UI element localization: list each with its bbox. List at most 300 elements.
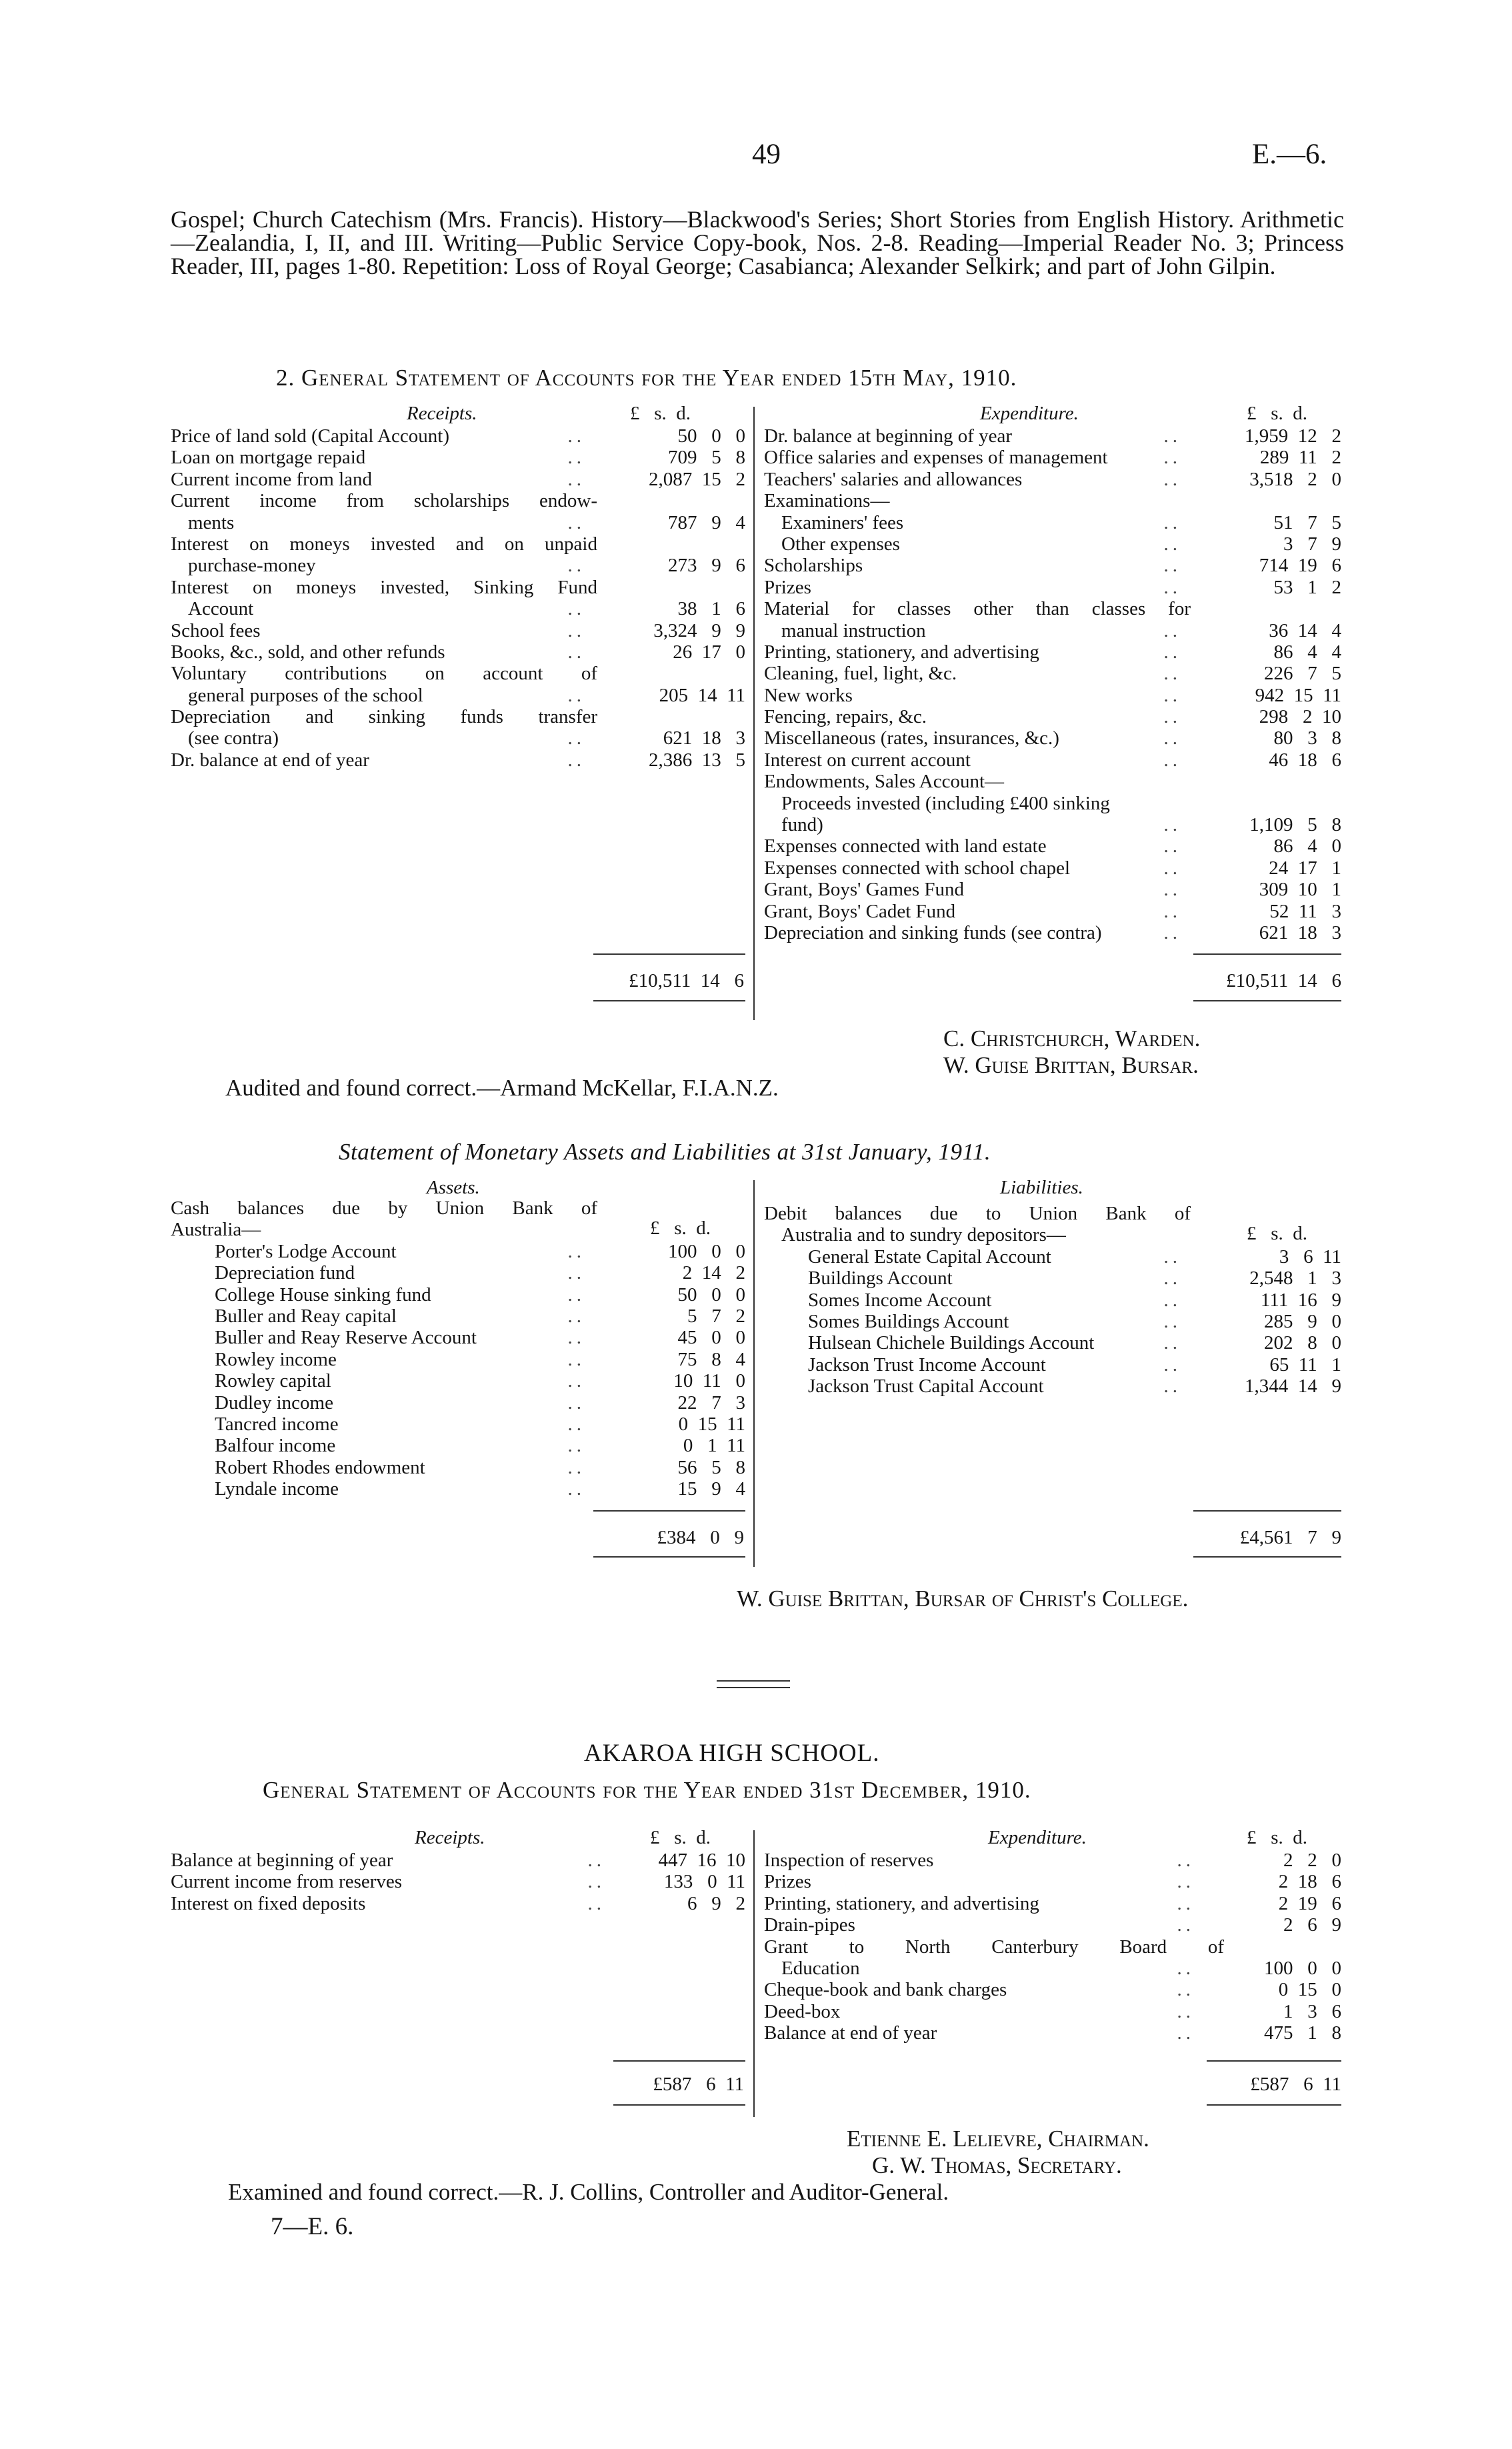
receipt-row xyxy=(171,1893,745,1914)
expenditure-row xyxy=(764,1936,1341,1958)
leader-dots: .. xyxy=(587,1850,605,1871)
leader-dots: .. xyxy=(1177,1957,1195,1979)
expenditure-row xyxy=(764,857,1341,879)
liability-row xyxy=(764,1224,1341,1246)
row-label: Grant, Boys' Cadet Fund xyxy=(764,900,956,922)
bursar-signature: W. Guise Brittan, Bursar. xyxy=(943,1052,1199,1078)
row-label: Grant to North Canterbury Board of xyxy=(764,1936,1224,1958)
leader-dots: .. xyxy=(567,1392,585,1414)
liability-row xyxy=(764,1354,1341,1376)
leader-dots: .. xyxy=(1163,533,1181,555)
row-label: general purposes of the school xyxy=(188,684,423,706)
row-label: Voluntary contributions on account of xyxy=(171,663,597,685)
assets-money-heading: £ s. d. xyxy=(650,1217,711,1239)
christs-audit-statement: Audited and found correct.—Armand McKellar, F.I.A.N.Z. xyxy=(225,1075,779,1101)
row-amount: 65 11 1 xyxy=(1269,1354,1341,1376)
expenditure-row xyxy=(764,447,1341,468)
leader-dots: .. xyxy=(567,1284,585,1306)
leader-dots: .. xyxy=(567,447,585,469)
row-label: Dudley income xyxy=(215,1392,333,1414)
akaroa-expenditure-rule xyxy=(1207,2060,1341,2062)
expenditure-row xyxy=(764,577,1341,598)
row-label: Dr. balance at end of year xyxy=(171,749,369,771)
liability-row xyxy=(764,1246,1341,1268)
row-amount: 26 17 0 xyxy=(673,641,745,663)
monetary-statement-title: Statement of Monetary Assets and Liabilities at 31st January, 1911. xyxy=(339,1139,991,1165)
leader-dots: .. xyxy=(567,1370,585,1392)
row-label: Debit balances due to Union Bank of xyxy=(764,1203,1191,1224)
row-amount: 0 15 0 xyxy=(1278,1979,1341,2001)
leader-dots: .. xyxy=(1177,1850,1195,1871)
christs-receipts-total: £10,511 14 6 xyxy=(629,970,744,991)
sheet-mark: 7—E. 6. xyxy=(271,2213,354,2240)
section-separator-second xyxy=(717,1687,790,1688)
row-amount: 2,548 1 3 xyxy=(1249,1268,1341,1290)
row-label: Prizes xyxy=(764,1871,811,1893)
row-label: New works xyxy=(764,684,853,706)
leader-dots: .. xyxy=(1163,879,1181,901)
leader-dots: .. xyxy=(567,1348,585,1370)
row-amount: 1,959 12 2 xyxy=(1245,425,1341,447)
asset-row xyxy=(171,1435,745,1456)
akaroa-receipts-rule xyxy=(613,2060,745,2062)
christs-column-divider xyxy=(753,407,755,1020)
row-label: Other expenses xyxy=(781,533,900,555)
christs-receipts-rule xyxy=(593,953,745,955)
leader-dots: .. xyxy=(1163,511,1181,533)
row-label: Account xyxy=(188,598,254,620)
leader-dots: .. xyxy=(1163,447,1181,469)
row-amount: 2 6 9 xyxy=(1283,1914,1341,1936)
row-label: Lyndale income xyxy=(215,1478,339,1500)
row-amount: 80 3 8 xyxy=(1273,727,1341,749)
expenditure-row xyxy=(764,685,1341,706)
row-label: Australia— xyxy=(171,1219,261,1241)
receipt-row xyxy=(171,469,745,490)
row-amount: 133 0 11 xyxy=(663,1871,745,1893)
row-label: Prizes xyxy=(764,576,811,598)
expenditure-row xyxy=(764,1979,1341,2000)
akaroa-statement-title: General Statement of Accounts for the Year ended 31st December, 1910. xyxy=(263,1777,1031,1803)
warden-signature: C. Christchurch, Warden. xyxy=(943,1025,1201,1051)
leader-dots: .. xyxy=(1177,1979,1195,2001)
row-amount: 621 18 3 xyxy=(663,727,745,749)
row-label: Buller and Reay Reserve Account xyxy=(215,1327,477,1349)
row-amount: 53 1 2 xyxy=(1273,576,1341,598)
row-label: purchase-money xyxy=(188,555,316,577)
expenditure-row xyxy=(764,1850,1341,1871)
row-label: College House sinking fund xyxy=(215,1284,431,1306)
asset-row xyxy=(171,1414,745,1435)
row-label: Material for classes other than classes for xyxy=(764,598,1191,620)
row-amount: 309 10 1 xyxy=(1259,879,1341,901)
leader-dots: .. xyxy=(587,1871,605,1893)
row-label: Cheque-book and bank charges xyxy=(764,1979,1007,2001)
row-label: Printing, stationery, and advertising xyxy=(764,1892,1039,1914)
christs-expenditure-list xyxy=(764,425,1341,943)
row-label: Jackson Trust Income Account xyxy=(808,1354,1046,1376)
row-amount: 226 7 5 xyxy=(1264,663,1341,685)
expenditure-row xyxy=(764,835,1341,857)
expenditure-row xyxy=(764,749,1341,771)
monetary-bursar-signature: W. Guise Brittan, Bursar of Christ's College. xyxy=(737,1586,1189,1612)
row-amount: 24 17 1 xyxy=(1269,857,1341,879)
leader-dots: .. xyxy=(1163,727,1181,749)
receipt-row xyxy=(171,447,745,468)
expenditure-row xyxy=(764,533,1341,555)
leader-dots: .. xyxy=(1163,576,1181,598)
row-label: Expenses connected with land estate xyxy=(764,835,1047,857)
row-label: Depreciation fund xyxy=(215,1262,355,1284)
leader-dots: .. xyxy=(587,1892,605,1914)
asset-row xyxy=(171,1241,745,1262)
leader-dots: .. xyxy=(1163,1246,1181,1268)
row-label: General Estate Capital Account xyxy=(808,1246,1051,1268)
row-amount: 75 8 4 xyxy=(677,1348,745,1370)
leader-dots: .. xyxy=(567,468,585,490)
document-reference: E.—6. xyxy=(1252,139,1327,170)
row-amount: 2 18 6 xyxy=(1278,1871,1341,1893)
row-amount: 289 11 2 xyxy=(1259,447,1341,469)
leader-dots: .. xyxy=(1163,468,1181,490)
liability-row xyxy=(764,1203,1341,1224)
leader-dots: .. xyxy=(567,619,585,641)
expenditure-row xyxy=(764,512,1341,533)
leader-dots: .. xyxy=(1163,684,1181,706)
row-amount: 273 9 6 xyxy=(668,555,745,577)
expenditure-row xyxy=(764,2001,1341,2022)
row-label: Books, &c., sold, and other refunds xyxy=(171,641,445,663)
christs-expenditure-money-heading: £ s. d. xyxy=(1247,403,1308,424)
asset-row xyxy=(171,1349,745,1370)
leader-dots: .. xyxy=(567,1435,585,1457)
row-label: Interest on current account xyxy=(764,749,971,771)
leader-dots: .. xyxy=(567,1478,585,1500)
row-amount: 3,518 2 0 xyxy=(1249,468,1341,490)
leader-dots: .. xyxy=(1177,2000,1195,2022)
row-label: Office salaries and expenses of management xyxy=(764,447,1108,469)
receipt-row xyxy=(171,533,745,555)
row-label: Porter's Lodge Account xyxy=(215,1240,397,1262)
akaroa-receipts-list xyxy=(171,1850,745,1914)
expenditure-row xyxy=(764,901,1341,922)
row-label: Rowley capital xyxy=(215,1370,331,1392)
expenditure-row xyxy=(764,598,1341,619)
expenditure-row xyxy=(764,555,1341,576)
christs-expenditure-total: £10,511 14 6 xyxy=(1226,970,1341,991)
receipt-row xyxy=(171,1871,745,1892)
row-label: (see contra) xyxy=(188,727,279,749)
row-label: Jackson Trust Capital Account xyxy=(808,1376,1044,1398)
row-amount: 6 9 2 xyxy=(687,1892,745,1914)
leader-dots: .. xyxy=(1163,619,1181,641)
row-label: Current income from reserves xyxy=(171,1871,403,1893)
row-label: Drain-pipes xyxy=(764,1914,855,1936)
leader-dots: .. xyxy=(567,1456,585,1478)
expenditure-row xyxy=(764,727,1341,749)
receipt-row xyxy=(171,512,745,533)
christs-receipts-heading: Receipts. xyxy=(407,403,477,424)
assets-double-rule xyxy=(593,1556,745,1558)
row-label: Grant, Boys' Games Fund xyxy=(764,879,965,901)
liabilities-total: £4,561 7 9 xyxy=(1239,1527,1341,1548)
akaroa-audit-statement: Examined and found correct.—R. J. Collins, Controller and Auditor-General. xyxy=(228,2179,949,2205)
expenditure-row xyxy=(764,922,1341,943)
row-amount: 15 9 4 xyxy=(677,1478,745,1500)
asset-row xyxy=(171,1262,745,1284)
asset-row xyxy=(171,1197,745,1219)
leader-dots: .. xyxy=(567,555,585,577)
receipt-row xyxy=(171,620,745,641)
leader-dots: .. xyxy=(1163,1310,1181,1332)
row-amount: 52 11 3 xyxy=(1269,900,1341,922)
asset-row xyxy=(171,1219,745,1240)
akaroa-column-divider xyxy=(753,1830,755,2117)
row-amount: 5 7 2 xyxy=(687,1305,745,1327)
row-label: Interest on fixed deposits xyxy=(171,1892,366,1914)
row-label: Depreciation and sinking funds transfer xyxy=(171,706,597,728)
row-amount: 202 8 0 xyxy=(1264,1332,1341,1354)
akaroa-receipts-double-rule xyxy=(613,2104,745,2106)
row-label: Fencing, repairs, &c. xyxy=(764,706,927,728)
asset-row xyxy=(171,1370,745,1392)
leader-dots: .. xyxy=(567,684,585,706)
row-amount: 46 18 6 xyxy=(1269,749,1341,771)
leader-dots: .. xyxy=(1163,835,1181,857)
chairman-signature: Etienne E. Lelievre, Chairman. xyxy=(847,2126,1149,2152)
expenditure-row xyxy=(764,663,1341,684)
row-label: School fees xyxy=(171,619,261,641)
asset-row xyxy=(171,1306,745,1327)
leader-dots: .. xyxy=(1177,1892,1195,1914)
christs-statement-title: 2. General Statement of Accounts for the Year ended 15th May, 1910. xyxy=(276,365,1017,391)
expenditure-row xyxy=(764,641,1341,663)
row-amount: 2 14 2 xyxy=(682,1262,745,1284)
akaroa-receipts-money-heading: £ s. d. xyxy=(650,1827,711,1848)
expenditure-row xyxy=(764,1893,1341,1914)
expenditure-row xyxy=(764,2022,1341,2044)
row-label: Expenses connected with school chapel xyxy=(764,857,1071,879)
expenditure-row xyxy=(764,793,1341,814)
leader-dots: .. xyxy=(1177,1914,1195,1936)
liabilities-money-heading: £ s. d. xyxy=(1247,1223,1308,1244)
row-amount: 2,386 13 5 xyxy=(649,749,745,771)
row-label: Tancred income xyxy=(215,1413,339,1435)
leader-dots: .. xyxy=(1163,857,1181,879)
section-separator xyxy=(717,1680,790,1682)
liability-row xyxy=(764,1311,1341,1332)
liabilities-list xyxy=(764,1203,1341,1398)
akaroa-receipts-total: £587 6 11 xyxy=(653,2074,744,2095)
row-amount: 22 7 3 xyxy=(677,1392,745,1414)
row-label: Proceeds invested (including £400 sinking xyxy=(781,792,1110,814)
row-amount: 942 15 11 xyxy=(1255,684,1341,706)
liabilities-rule xyxy=(1193,1510,1341,1512)
row-label: Robert Rhodes endowment xyxy=(215,1456,425,1478)
row-label: Examiners' fees xyxy=(781,511,904,533)
leader-dots: .. xyxy=(1163,1376,1181,1398)
row-label: Balance at beginning of year xyxy=(171,1850,393,1871)
row-amount: 56 5 8 xyxy=(677,1456,745,1478)
akaroa-expenditure-list xyxy=(764,1850,1341,2044)
curriculum-paragraph: Gospel; Church Catechism (Mrs. Francis). History—Blackwood's Series; Short Stories from English History. Arithmetic—Zealandia, I, II, and III. Writing—Public Service Copy-book, Nos. 2-8. Reading—Imperial Reader No. 3; Princess Reader, III, pages 1-80. Repetition: Loss of Royal George; Casabianca; Alexander Selkirk; and part of John Gilpin. xyxy=(171,206,1344,279)
akaroa-expenditure-double-rule xyxy=(1207,2104,1341,2106)
asset-row xyxy=(171,1457,745,1478)
leader-dots: .. xyxy=(567,727,585,749)
liabilities-heading: Liabilities. xyxy=(1000,1177,1083,1198)
leader-dots: .. xyxy=(567,598,585,620)
row-label: Current income from scholarships endow- xyxy=(171,490,597,512)
leader-dots: .. xyxy=(1163,641,1181,663)
liabilities-double-rule xyxy=(1193,1556,1341,1558)
liability-row xyxy=(764,1268,1341,1289)
christs-receipts-money-heading: £ s. d. xyxy=(630,403,691,424)
receipt-row xyxy=(171,555,745,576)
receipt-row xyxy=(171,425,745,447)
christs-expenditure-double-rule xyxy=(1193,1000,1341,1001)
row-amount: 10 11 0 xyxy=(673,1370,745,1392)
akaroa-expenditure-total: £587 6 11 xyxy=(1250,2074,1341,2095)
row-label: Somes Buildings Account xyxy=(808,1310,1009,1332)
leader-dots: .. xyxy=(1163,1332,1181,1354)
row-label: Education xyxy=(781,1957,860,1979)
row-amount: 38 1 6 xyxy=(677,598,745,620)
row-label: Miscellaneous (rates, insurances, &c.) xyxy=(764,727,1059,749)
asset-row xyxy=(171,1478,745,1500)
receipt-row xyxy=(171,749,745,771)
leader-dots: .. xyxy=(1163,900,1181,922)
assets-total: £384 0 9 xyxy=(657,1527,744,1548)
leader-dots: .. xyxy=(1163,555,1181,577)
row-amount: 100 0 0 xyxy=(1264,1957,1341,1979)
leader-dots: .. xyxy=(1163,663,1181,685)
row-label: Hulsean Chichele Buildings Account xyxy=(808,1332,1095,1354)
leader-dots: .. xyxy=(1163,1289,1181,1311)
expenditure-row xyxy=(764,620,1341,641)
leader-dots: .. xyxy=(1163,1268,1181,1290)
row-label: Australia and to sundry depositors— xyxy=(781,1224,1066,1246)
leader-dots: .. xyxy=(1163,814,1181,836)
liability-row xyxy=(764,1376,1341,1397)
leader-dots: .. xyxy=(567,749,585,771)
assets-rule xyxy=(593,1510,745,1512)
leader-dots: .. xyxy=(1163,425,1181,447)
page-number: 49 xyxy=(752,139,781,170)
receipt-row xyxy=(171,727,745,749)
christs-receipts-double-rule xyxy=(593,1000,745,1001)
row-amount: 1 3 6 xyxy=(1283,2000,1341,2022)
row-label: Buildings Account xyxy=(808,1268,953,1290)
expenditure-row xyxy=(764,490,1341,511)
row-label: Current income from land xyxy=(171,468,372,490)
row-amount: 2 19 6 xyxy=(1278,1892,1341,1914)
row-label: Loan on mortgage repaid xyxy=(171,447,366,469)
expenditure-row xyxy=(764,879,1341,900)
row-label: Endowments, Sales Account— xyxy=(764,771,1005,793)
row-amount: 51 7 5 xyxy=(1273,511,1341,533)
leader-dots: .. xyxy=(567,1240,585,1262)
christs-expenditure-rule xyxy=(1193,953,1341,955)
expenditure-row xyxy=(764,706,1341,727)
row-amount: 298 2 10 xyxy=(1259,706,1341,728)
row-label: Dr. balance at beginning of year xyxy=(764,425,1013,447)
row-label: Balance at end of year xyxy=(764,2022,937,2044)
leader-dots: .. xyxy=(1163,1354,1181,1376)
row-label: Printing, stationery, and advertising xyxy=(764,641,1039,663)
expenditure-row xyxy=(764,814,1341,835)
leader-dots: .. xyxy=(567,1327,585,1349)
receipt-row xyxy=(171,598,745,619)
row-label: Inspection of reserves xyxy=(764,1850,934,1871)
row-amount: 3 7 9 xyxy=(1283,533,1341,555)
row-label: Somes Income Account xyxy=(808,1289,992,1311)
row-label: Rowley income xyxy=(215,1348,337,1370)
receipt-row xyxy=(171,490,745,511)
row-amount: 3,324 9 9 xyxy=(653,619,745,641)
asset-row xyxy=(171,1392,745,1414)
leader-dots: .. xyxy=(567,511,585,533)
row-label: Examinations— xyxy=(764,490,890,512)
row-label: Cleaning, fuel, light, &c. xyxy=(764,663,957,685)
liability-row xyxy=(764,1332,1341,1354)
row-amount: 36 14 4 xyxy=(1269,619,1341,641)
receipt-row xyxy=(171,663,745,684)
leader-dots: .. xyxy=(1177,1871,1195,1893)
christs-receipts-list xyxy=(171,425,745,771)
assets-list xyxy=(171,1197,745,1500)
row-label: Interest on moneys invested and on unpaid xyxy=(171,533,597,555)
row-amount: 447 16 10 xyxy=(658,1850,745,1871)
leader-dots: .. xyxy=(567,1262,585,1284)
asset-row xyxy=(171,1327,745,1348)
row-amount: 0 15 11 xyxy=(678,1413,745,1435)
row-label: Interest on moneys invested, Sinking Fund xyxy=(171,576,597,598)
row-label: manual instruction xyxy=(781,619,926,641)
row-amount: 86 4 0 xyxy=(1273,835,1341,857)
expenditure-row xyxy=(764,1871,1341,1892)
row-amount: 787 9 4 xyxy=(668,511,745,533)
assets-heading: Assets. xyxy=(427,1177,480,1198)
asset-row xyxy=(171,1284,745,1306)
row-label: fund) xyxy=(781,814,823,836)
monetary-column-divider xyxy=(753,1180,755,1567)
row-amount: 205 14 11 xyxy=(659,684,745,706)
row-amount: 621 18 3 xyxy=(1259,921,1341,943)
leader-dots: .. xyxy=(1163,921,1181,943)
row-label: Scholarships xyxy=(764,555,863,577)
row-amount: 2,087 15 2 xyxy=(649,468,745,490)
row-amount: 1,344 14 9 xyxy=(1245,1376,1341,1398)
leader-dots: .. xyxy=(1163,749,1181,771)
row-label: Depreciation and sinking funds (see contra) xyxy=(764,921,1102,943)
expenditure-row xyxy=(764,425,1341,447)
row-amount: 709 5 8 xyxy=(668,447,745,469)
secretary-signature: G. W. Thomas, Secretary. xyxy=(872,2152,1122,2178)
row-amount: 475 1 8 xyxy=(1264,2022,1341,2044)
leader-dots: .. xyxy=(1163,706,1181,728)
christs-expenditure-heading: Expenditure. xyxy=(980,403,1079,424)
receipt-row xyxy=(171,577,745,598)
row-amount: 100 0 0 xyxy=(668,1240,745,1262)
row-amount: 714 19 6 xyxy=(1259,555,1341,577)
row-label: Buller and Reay capital xyxy=(215,1305,397,1327)
leader-dots: .. xyxy=(567,641,585,663)
akaroa-expenditure-money-heading: £ s. d. xyxy=(1247,1827,1308,1848)
leader-dots: .. xyxy=(1177,2022,1195,2044)
row-amount: 50 0 0 xyxy=(677,425,745,447)
leader-dots: .. xyxy=(567,425,585,447)
row-amount: 50 0 0 xyxy=(677,1284,745,1306)
